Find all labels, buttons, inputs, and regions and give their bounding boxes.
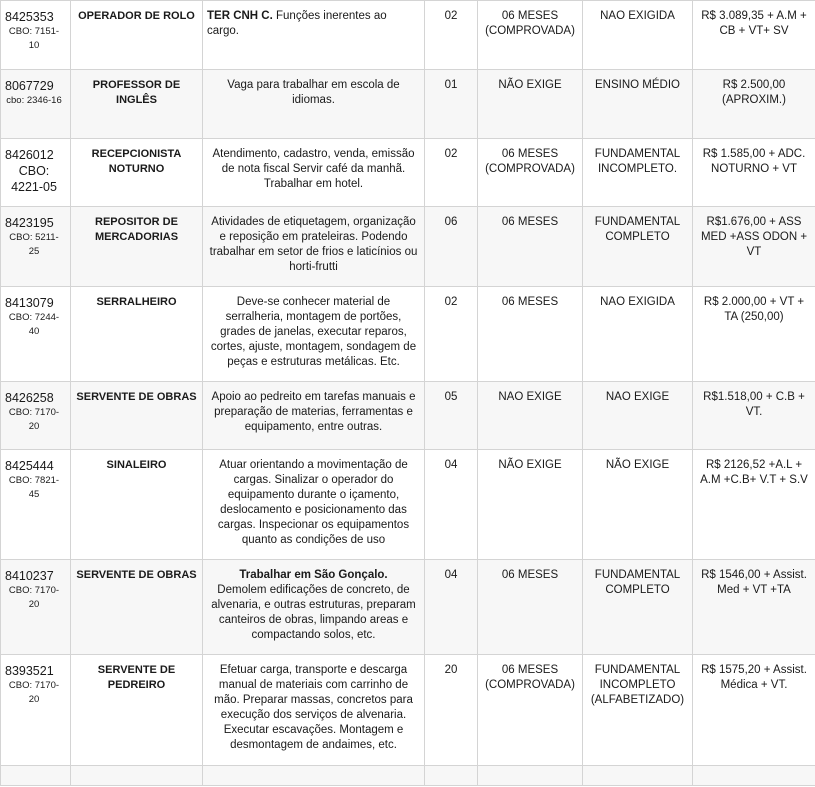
empty-cell bbox=[478, 766, 583, 786]
job-description-text: Demolem edificações de concreto, de alvenaria, e outras estruturas, preparam canteiros de obras, limpando areas e compactando solos, etc. bbox=[211, 584, 416, 641]
job-education: FUNDAMENTAL INCOMPLETO. bbox=[583, 139, 693, 207]
job-education: FUNDAMENTAL INCOMPLETO (ALFABETIZADO) bbox=[583, 655, 693, 766]
job-salary: R$ 1.585,00 + ADC. NOTURNO + VT bbox=[693, 139, 815, 207]
job-title: REPOSITOR DE MERCADORIAS bbox=[71, 207, 203, 287]
empty-cell bbox=[583, 766, 693, 786]
job-salary: R$ 2.000,00 + VT + TA (250,00) bbox=[693, 287, 815, 382]
job-title: SERVENTE DE PEDREIRO bbox=[71, 655, 203, 766]
job-title: SERRALHEIRO bbox=[71, 287, 203, 382]
table-row bbox=[1, 560, 815, 655]
job-code: 8425444 bbox=[5, 459, 54, 473]
job-code-cell bbox=[1, 139, 71, 207]
table-row-partial bbox=[1, 766, 815, 786]
job-description-highlight: TER CNH C. bbox=[207, 10, 273, 22]
job-code-cell bbox=[1, 287, 71, 382]
cbo-code: CBO: 7151-10 bbox=[8, 26, 60, 51]
job-salary: R$ 1575,20 + Assist. Médica + VT. bbox=[693, 655, 815, 766]
job-education: NAO EXIGE bbox=[583, 382, 693, 450]
job-experience: 06 MESES (COMPROVADA) bbox=[478, 655, 583, 766]
empty-cell bbox=[71, 766, 203, 786]
job-education: NAO EXIGIDA bbox=[583, 287, 693, 382]
cbo-code: CBO: 7244-40 bbox=[8, 312, 60, 337]
job-experience: 06 MESES bbox=[478, 207, 583, 287]
empty-cell bbox=[1, 766, 71, 786]
job-code: 8426258 bbox=[5, 391, 54, 405]
job-description bbox=[203, 70, 425, 139]
job-experience: NAO EXIGE bbox=[478, 382, 583, 450]
job-description-text: Apoio ao pedreito em tarefas manuais e preparação de materias, ferramentas e equipamento, entre outras. bbox=[211, 391, 416, 433]
job-quantity: 02 bbox=[425, 1, 478, 70]
job-description-text: Funções inerentes ao cargo. bbox=[207, 10, 387, 37]
cbo-code: CBO: 4221-05 bbox=[11, 164, 57, 194]
empty-cell bbox=[425, 766, 478, 786]
job-title: PROFESSOR DE INGLÊS bbox=[71, 70, 203, 139]
job-code-cell bbox=[1, 207, 71, 287]
cbo-code: CBO: 5211-25 bbox=[9, 232, 59, 257]
job-description bbox=[203, 1, 425, 70]
job-quantity: 02 bbox=[425, 287, 478, 382]
job-quantity: 02 bbox=[425, 139, 478, 207]
job-description bbox=[203, 207, 425, 287]
job-experience: 06 MESES bbox=[478, 287, 583, 382]
job-education: NÃO EXIGE bbox=[583, 450, 693, 560]
job-title: SERVENTE DE OBRAS bbox=[71, 382, 203, 450]
table-row bbox=[1, 287, 815, 382]
job-description-text: Atendimento, cadastro, venda, emissão de nota fiscal Servir café da manhã. Trabalhar em hotel. bbox=[212, 148, 415, 190]
table-row bbox=[1, 450, 815, 560]
job-quantity: 01 bbox=[425, 70, 478, 139]
job-salary: R$ 2.500,00 (APROXIM.) bbox=[693, 70, 815, 139]
job-description bbox=[203, 560, 425, 655]
job-quantity: 04 bbox=[425, 560, 478, 655]
job-quantity: 04 bbox=[425, 450, 478, 560]
job-code: 8413079 bbox=[5, 296, 54, 310]
job-code-cell bbox=[1, 70, 71, 139]
job-description-highlight: Trabalhar em São Gonçalo. bbox=[239, 569, 388, 581]
job-code-cell bbox=[1, 560, 71, 655]
table-row bbox=[1, 139, 815, 207]
job-code: 8426012 bbox=[5, 148, 54, 162]
job-experience: 06 MESES bbox=[478, 560, 583, 655]
job-salary: R$ 3.089,35 + A.M + CB + VT+ SV bbox=[693, 1, 815, 70]
cbo-code: CBO: 7821-45 bbox=[8, 475, 60, 500]
job-description bbox=[203, 450, 425, 560]
job-code-cell bbox=[1, 450, 71, 560]
job-experience: 06 MESES (COMPROVADA) bbox=[478, 139, 583, 207]
job-title: RECEPCIONISTA NOTURNO bbox=[71, 139, 203, 207]
job-description-text: Atividades de etiquetagem, organização e reposição em prateleiras. Podendo trabalhar em setor de frios e laticínios ou horti-frutti bbox=[209, 216, 418, 273]
job-education: FUNDAMENTAL COMPLETO bbox=[583, 207, 693, 287]
table-row bbox=[1, 1, 815, 70]
job-description-text: Vaga para trabalhar em escola de idiomas. bbox=[227, 79, 400, 106]
job-description-text: Efetuar carga, transporte e descarga manual de materiais com carrinho de mão. Preparar massas, concretos para execução dos serviços de alvenaria. Executar escavações. Montagem e desmontagem de andaimes, etc. bbox=[214, 664, 413, 751]
job-code-cell bbox=[1, 655, 71, 766]
job-salary: R$ 1546,00 + Assist. Med + VT +TA bbox=[693, 560, 815, 655]
job-code: 8423195 bbox=[5, 216, 54, 230]
job-experience: NÃO EXIGE bbox=[478, 70, 583, 139]
job-title: OPERADOR DE ROLO bbox=[71, 1, 203, 70]
job-quantity: 05 bbox=[425, 382, 478, 450]
job-description-text: Atuar orientando a movimentação de cargas. Sinalizar o operador do equipamento durante o içamento, deslocamento e posicionamento das cargas. Inspecionar os equipamentos quanto as condições de uso bbox=[217, 459, 410, 546]
job-description bbox=[203, 382, 425, 450]
job-description bbox=[203, 655, 425, 766]
job-salary: R$1.518,00 + C.B + VT. bbox=[693, 382, 815, 450]
cbo-code: cbo: 2346-16 bbox=[6, 95, 62, 106]
cbo-code: CBO: 7170-20 bbox=[8, 585, 60, 610]
job-code-cell bbox=[1, 382, 71, 450]
job-education: FUNDAMENTAL COMPLETO bbox=[583, 560, 693, 655]
cbo-code: CBO: 7170-20 bbox=[8, 407, 60, 432]
job-quantity: 20 bbox=[425, 655, 478, 766]
table-row bbox=[1, 382, 815, 450]
empty-cell bbox=[693, 766, 815, 786]
job-description-text: Deve-se conhecer material de serralheria, montagem de portões, grades de janelas, executar reparos, cortes, ajuste, montagem, sondagem de peças e estruturas metálicas. Etc. bbox=[210, 296, 417, 368]
job-description bbox=[203, 139, 425, 207]
job-experience: NÃO EXIGE bbox=[478, 450, 583, 560]
empty-cell bbox=[203, 766, 425, 786]
job-code-cell bbox=[1, 1, 71, 70]
job-title: SINALEIRO bbox=[71, 450, 203, 560]
job-code: 8393521 bbox=[5, 664, 54, 678]
job-code: 8067729 bbox=[5, 79, 54, 93]
job-salary: R$ 2126,52 +A.L + A.M +C.B+ V.T + S.V bbox=[693, 450, 815, 560]
job-title: SERVENTE DE OBRAS bbox=[71, 560, 203, 655]
cbo-code: CBO: 7170-20 bbox=[8, 680, 60, 705]
job-code: 8425353 bbox=[5, 10, 54, 24]
job-description bbox=[203, 287, 425, 382]
job-education: NAO EXIGIDA bbox=[583, 1, 693, 70]
job-code: 8410237 bbox=[5, 569, 54, 583]
table-row bbox=[1, 207, 815, 287]
job-experience: 06 MESES (COMPROVADA) bbox=[478, 1, 583, 70]
job-salary: R$1.676,00 + ASS MED +ASS ODON + VT bbox=[693, 207, 815, 287]
table-row bbox=[1, 655, 815, 766]
job-quantity: 06 bbox=[425, 207, 478, 287]
table-row bbox=[1, 70, 815, 139]
job-education: ENSINO MÉDIO bbox=[583, 70, 693, 139]
